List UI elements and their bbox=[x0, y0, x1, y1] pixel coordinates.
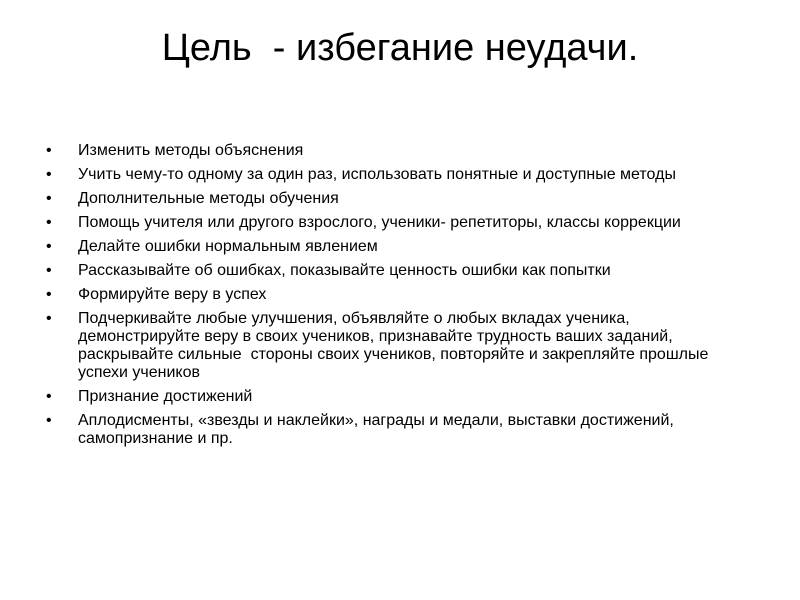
bullet-item: • Помощь учителя или другого взрослого, ученики- репетиторы, классы коррекции bbox=[40, 214, 720, 232]
bullet-item: • Признание достижений bbox=[40, 388, 720, 406]
bullet-list bbox=[40, 142, 720, 454]
bullet-item: • Рассказывайте об ошибках, показывайте ценность ошибки как попытки bbox=[40, 262, 720, 280]
bullet-item: • Делайте ошибки нормальным явлением bbox=[40, 238, 720, 256]
bullet-item: • Подчеркивайте любые улучшения, объявляйте о любых вкладах ученика, демонстрируйте веру в своих учеников, признавайте трудность ваших заданий, раскрывайте сильные стороны своих учеников, повторяйте и закрепляйте прошлые успехи учеников bbox=[40, 310, 720, 382]
bullet-item: • Изменить методы объяснения bbox=[40, 142, 720, 160]
slide-title: Цель - избегание неудачи. bbox=[161, 27, 639, 69]
bullet-item: • Аплодисменты, «звезды и наклейки», награды и медали, выставки достижений, самопризнание и пр. bbox=[40, 412, 720, 448]
bullet-item: • Формируйте веру в успех bbox=[40, 286, 720, 304]
bullet-item: • Учить чему-то одному за один раз, использовать понятные и доступные методы bbox=[40, 166, 720, 184]
bullet-item: • Дополнительные методы обучения bbox=[40, 190, 720, 208]
